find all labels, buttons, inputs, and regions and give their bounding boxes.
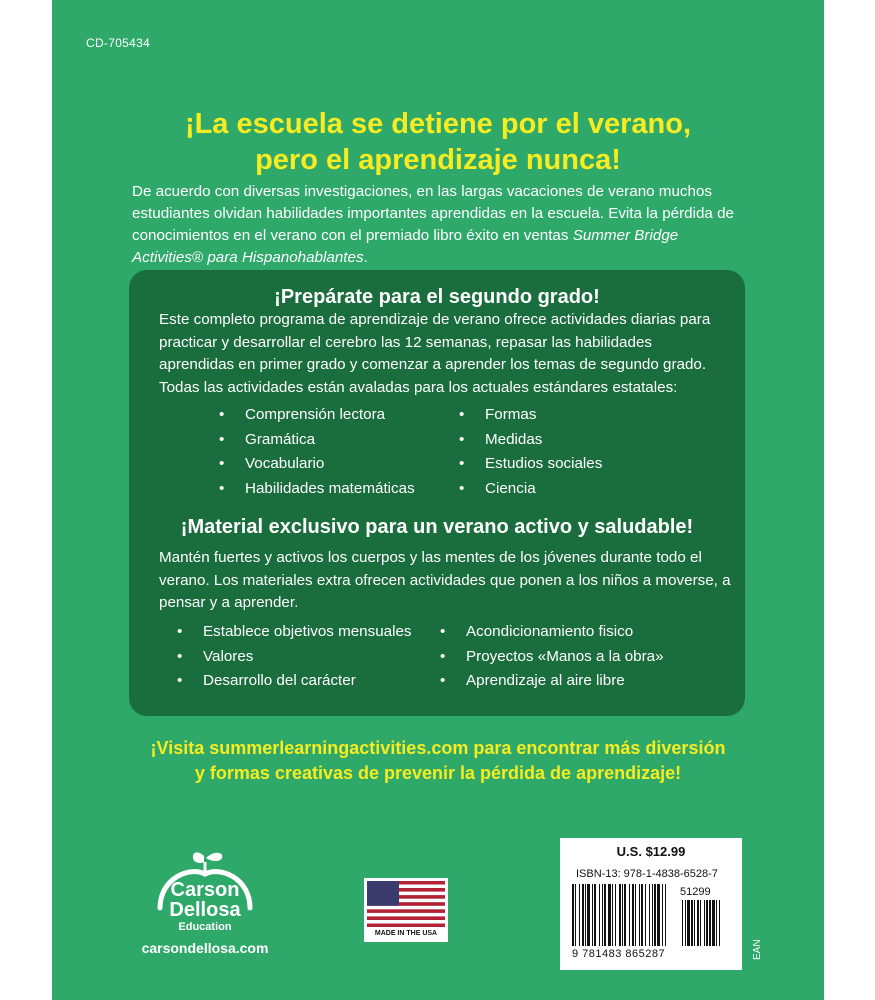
headline: [52, 106, 824, 178]
made-in-usa-label: MADE IN THE USA: [374, 930, 438, 937]
list-item: • Gramática: [219, 428, 415, 453]
price: U.S. $12.99: [616, 844, 686, 859]
section2-text: Mantén fuertes y activos los cuerpos y las mentes de los jóvenes durante todo el verano. Los materiales extra ofrecen actividades que ponen a los niños a moverse, a pensar y a aprender.: [159, 549, 731, 611]
list-item: • Ciencia: [459, 477, 602, 502]
list-item: • Habilidades matemáticas: [219, 477, 415, 502]
intro-text: De acuerdo con diversas investigaciones, en las largas vacaciones de verano muchos estudiantes olvidan habilidades importantes aprendidas en la escuela. Evita la pérdida de conocimientos en el verano con el premiado libro éxito en ventas: [132, 183, 734, 244]
visit-line-2: y formas creativas de prevenir la pérdida de aprendizaje!: [194, 763, 682, 783]
list-item: • Valores: [177, 645, 412, 670]
logo-line-1: Carson: [170, 879, 240, 901]
visit-website-message: [52, 736, 824, 786]
intro-book-title: Summer Bridge Activities® para Hispanohablantes: [132, 227, 679, 266]
headline-line-1: ¡La escuela se detiene por el verano,: [184, 108, 692, 140]
list-item: • Proyectos «Manos a la obra»: [440, 645, 664, 670]
barcode-number: 9 781483 865287: [572, 948, 666, 960]
section1-list-right: [459, 403, 602, 501]
publisher-url: carsondellosa.com: [141, 940, 269, 956]
logo-line-2: Dellosa: [169, 899, 241, 921]
list-item: • Establece objetivos mensuales: [177, 620, 412, 645]
list-item: • Formas: [459, 403, 602, 428]
list-item: • Aprendizaje al aire libre: [440, 669, 664, 694]
section2-title: ¡Material exclusivo para un verano activo y saludable!: [180, 516, 694, 538]
section2-list-left: [177, 620, 412, 694]
us-flag-icon: [367, 881, 445, 927]
section1-title: ¡Prepárate para el segundo grado!: [274, 286, 600, 308]
list-item: • Medidas: [459, 428, 602, 453]
list-item: • Acondicionamiento fisico: [440, 620, 664, 645]
ean-label: EAN: [752, 939, 763, 960]
barcode-addon-number: 51299: [680, 886, 711, 898]
product-code: CD-705434: [86, 36, 151, 50]
intro-paragraph: [132, 181, 752, 269]
logo-line-3: Education: [178, 921, 232, 933]
list-item: • Vocabulario: [219, 452, 415, 477]
intro-end: .: [363, 249, 368, 266]
made-in-usa-badge: [364, 878, 448, 942]
isbn: ISBN-13: 978-1-4838-6528-7: [576, 868, 718, 880]
section2-list-right: [440, 620, 664, 694]
headline-line-2: pero el aprendizaje nunca!: [255, 144, 621, 176]
features-panel: [129, 270, 745, 716]
book-back-cover: [52, 0, 824, 1000]
visit-line-1: ¡Visita summerlearningactivities.com para encontrar más diversión: [150, 738, 726, 758]
list-item: • Estudios sociales: [459, 452, 602, 477]
list-item: • Desarrollo del carácter: [177, 669, 412, 694]
section1-text: Este completo programa de aprendizaje de verano ofrece actividades diarias para practicar y desarrollar el cerebro las 12 semanas, repasar las habilidades aprendidas en primer grado y comenzar a aprender los temas de segundo grado. Todas las actividades están avaladas para los actuales estándares estatales:: [159, 311, 711, 396]
barcode-label: [560, 838, 742, 970]
list-item: • Comprensión lectora: [219, 403, 415, 428]
section1-list-left: [219, 403, 415, 501]
